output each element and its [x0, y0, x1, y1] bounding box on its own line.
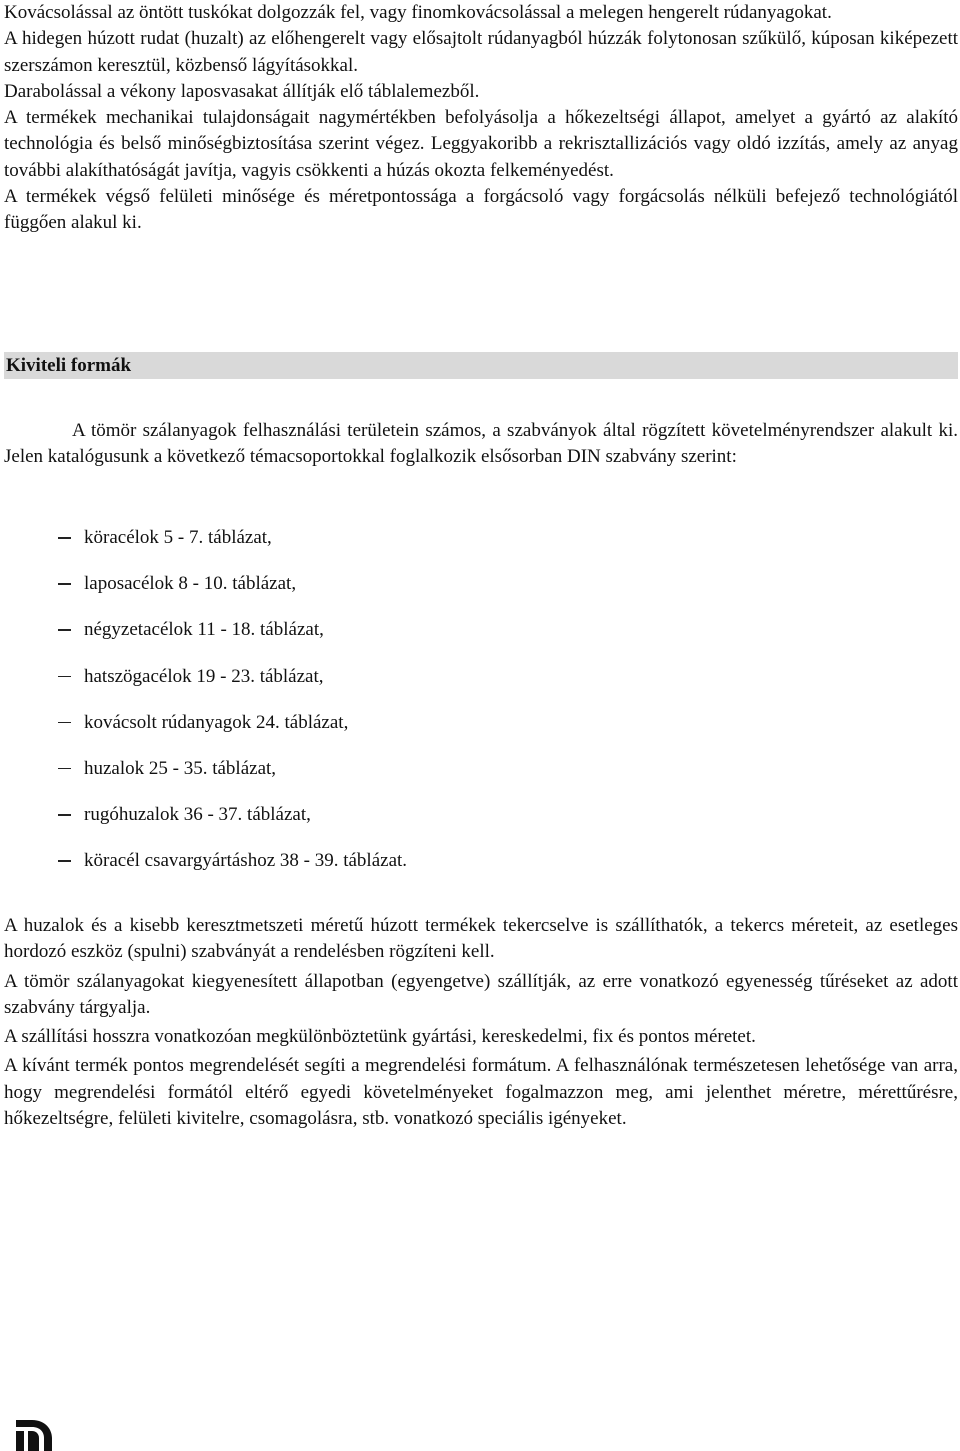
list-item: négyzetacélok 11 - 18. táblázat,: [4, 616, 407, 662]
intro-paragraph-heat-treatment: A termékek mechanikai tulajdonságait nagymértékben befolyásolja a hőkezeltségi állapot, amelyet a gyártó az alakító technológia és belső minőségbiztosítása szerint végez. Leggyakoribb a rekrisztallizációs vagy oldó izzítás, amely az anyag további alakíthatóságát javítja, vagyis csökkenti a húzás okozta felkeményedést.: [4, 107, 958, 181]
list-item: huzalok 25 - 35. táblázat,: [4, 755, 407, 801]
dash-bullet-icon: [58, 722, 71, 724]
delivery-paragraph-straightened: A tömör szálanyagokat kiegyenesített állapotban (egyengetve) szállítják, az erre vonatkozó egyenesség tűréseket az adott szabvány tárgyalja.: [4, 970, 958, 1018]
list-item: laposacélok 8 - 10. táblázat,: [4, 570, 407, 616]
dash-bullet-icon: [58, 814, 71, 816]
delivery-paragraph-ordering: A kívánt termék pontos megrendelését segíti a megrendelési formátum. A felhasználónak természetesen lehetősége van arra, hogy megrendelési formától eltérő egyedi követelményeket fogalmazzon meg, ami jelenthet méretre, mérettűrésre, hőkezeltségre, felületi kivitelre, csomagolásra, stb. vonatkozó speciális igényeket.: [4, 1055, 958, 1130]
delivery-paragraph-coils: A huzalok és a kisebb keresztmetszeti méretű húzott termékek tekercselve is szállíthatók, a tekercs méreteit, az esetleges hordozó eszköz (spulni) szabványát a rendelésben rögzíteni kell.: [4, 915, 958, 963]
intro-paragraph-cutting: Darabolással a vékony laposvasakat állítják elő táblalemezből.: [4, 80, 480, 102]
delivery-section: [4, 913, 958, 1132]
list-item: hatszögacélok 19 - 23. táblázat,: [4, 663, 407, 709]
list-item: kovácsolt rúdanyagok 24. táblázat,: [4, 709, 407, 755]
list-item: köracélok 5 - 7. táblázat,: [4, 524, 407, 570]
dash-bullet-icon: [58, 629, 71, 631]
intro-paragraph-forging: Kovácsolással az öntött tuskókat dolgozzák fel, vagy finomkovácsolással a melegen hengerelt rúdanyagokat.: [4, 2, 832, 23]
company-logo-icon: [14, 1416, 54, 1451]
dash-bullet-icon: [58, 583, 71, 585]
list-item: köracél csavargyártáshoz 38 - 39. táblázat.: [4, 847, 407, 893]
forms-paragraph: A tömör szálanyagok felhasználási területein számos, a szabványok által rögzített követelményrendszer alakult ki. Jelen katalógusunk a következő témacsoportokkal foglalkozik elsősorban DIN szabvány szerint:: [4, 420, 958, 468]
intro-section: [4, 0, 958, 237]
dash-bullet-icon: [58, 768, 71, 770]
section-heading: Kiviteli formák: [6, 355, 132, 376]
intro-paragraph-surface-quality: A termékek végső felületi minősége és méretpontossága a forgácsoló vagy forgácsolás nélküli befejező technológiától függően alakul ki.: [4, 186, 958, 234]
delivery-paragraph-lengths: A szállítási hosszra vonatkozóan megkülönböztetünk gyártási, kereskedelmi, fix és pontos méretet.: [4, 1026, 756, 1048]
section-heading-bar: [4, 352, 958, 379]
dash-bullet-icon: [58, 860, 71, 862]
dash-bullet-icon: [58, 676, 71, 678]
forms-section: [4, 418, 958, 471]
list-item: rugóhuzalok 36 - 37. táblázat,: [4, 801, 407, 847]
table-topics-list: [4, 524, 407, 894]
intro-paragraph-cold-drawn: A hidegen húzott rudat (huzalt) az előhengerelt vagy elősajtolt rúdanyagból húzzák folytonosan szűkülő, kúposan kiképezett szerszámon keresztül, közbenső lágyításokkal.: [4, 28, 958, 76]
dash-bullet-icon: [58, 537, 71, 539]
